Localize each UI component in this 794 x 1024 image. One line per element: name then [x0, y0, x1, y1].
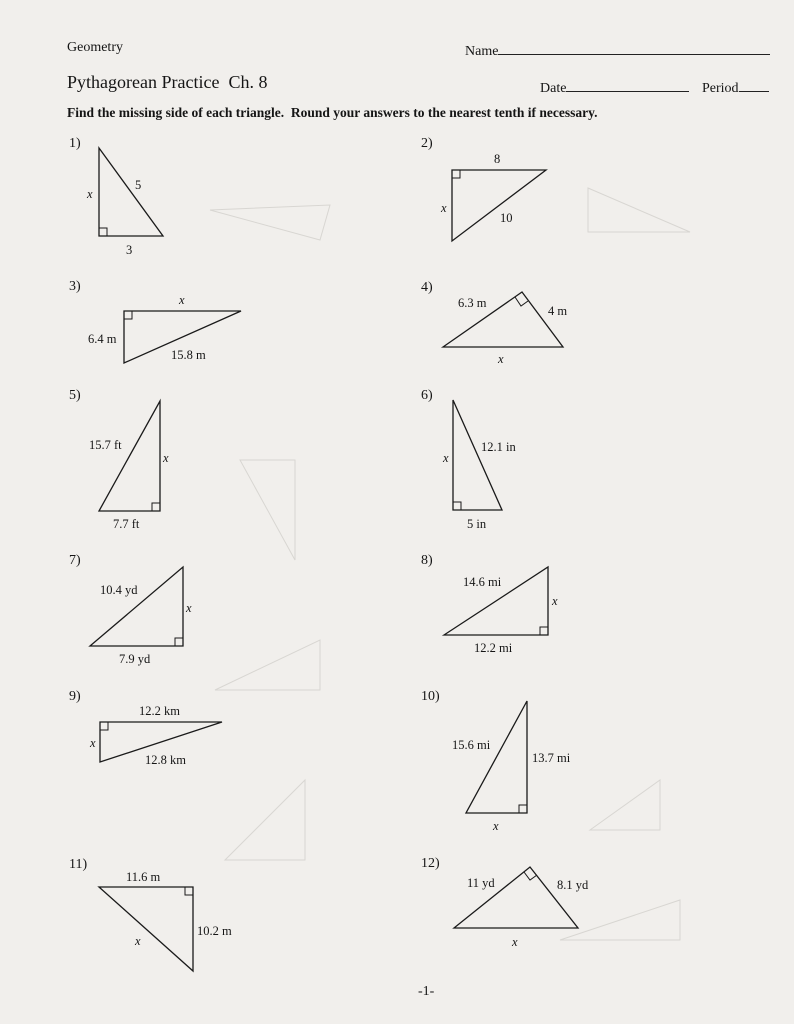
problem-number: 6): [421, 388, 433, 403]
side-label: x: [90, 736, 96, 750]
side-label: 15.6 mi: [452, 738, 491, 752]
problem-number: 8): [421, 553, 433, 568]
side-label: 10: [500, 211, 513, 225]
side-label: 11 yd: [467, 876, 495, 890]
side-label: x: [552, 594, 558, 608]
name-blank-line: [498, 40, 770, 55]
problem-number: 2): [421, 136, 433, 151]
side-label: 10.2 m: [197, 924, 232, 938]
problem-number: 12): [421, 856, 440, 871]
side-label: 12.2 km: [139, 704, 180, 718]
side-label: 15.7 ft: [89, 438, 122, 452]
side-label: 5: [135, 178, 142, 192]
side-label: 12.8 km: [145, 753, 186, 767]
page-title: Pythagorean Practice Ch. 8: [67, 72, 268, 92]
side-label: x: [443, 451, 449, 465]
period-blank-line: [739, 77, 769, 92]
side-label: 15.8 m: [171, 348, 206, 362]
side-label: 5 in: [467, 517, 487, 531]
problem-number: 5): [69, 388, 81, 403]
name-label: Name: [465, 44, 499, 59]
side-label: 12.2 mi: [474, 641, 513, 655]
side-label: 10.4 yd: [100, 583, 138, 597]
date-label: Date: [540, 81, 567, 96]
triangle-figure: [0, 0, 1, 1]
side-label: 7.7 ft: [113, 517, 140, 531]
side-label: 8: [494, 152, 501, 166]
side-label: 13.7 mi: [532, 751, 571, 765]
side-label: x: [135, 934, 141, 948]
problem-number: 11): [69, 857, 88, 872]
side-label: x: [512, 935, 518, 949]
name-field: [465, 40, 770, 60]
problem-number: 4): [421, 280, 433, 295]
side-label: x: [498, 352, 504, 366]
side-label: x: [163, 451, 169, 465]
problem-number: 7): [69, 553, 81, 568]
side-label: 11.6 m: [126, 870, 161, 884]
problem-number: 1): [69, 136, 81, 151]
period-field: [702, 77, 769, 97]
problem-number: 9): [69, 689, 81, 704]
side-label: 6.3 m: [458, 296, 487, 310]
side-label: 7.9 yd: [119, 652, 151, 666]
period-label: Period: [702, 81, 739, 96]
side-label: 8.1 yd: [557, 878, 589, 892]
side-label: x: [87, 187, 93, 201]
side-label: x: [186, 601, 192, 615]
side-label: 3: [126, 243, 133, 257]
side-label: 6.4 m: [88, 332, 117, 346]
problem-number: 3): [69, 279, 81, 294]
page-number: -1-: [418, 984, 435, 999]
side-label: x: [179, 293, 185, 307]
date-blank-line: [566, 77, 689, 92]
side-label: 12.1 in: [481, 440, 516, 454]
problem-number: 10): [421, 689, 440, 704]
date-field: [540, 77, 689, 97]
instructions: Find the missing side of each triangle. Round your answers to the nearest tenth if necessary.: [67, 105, 598, 120]
side-label: 4 m: [548, 304, 568, 318]
side-label: 14.6 mi: [463, 575, 502, 589]
course-label: Geometry: [67, 40, 123, 55]
side-label: x: [441, 201, 447, 215]
side-label: x: [493, 819, 499, 833]
